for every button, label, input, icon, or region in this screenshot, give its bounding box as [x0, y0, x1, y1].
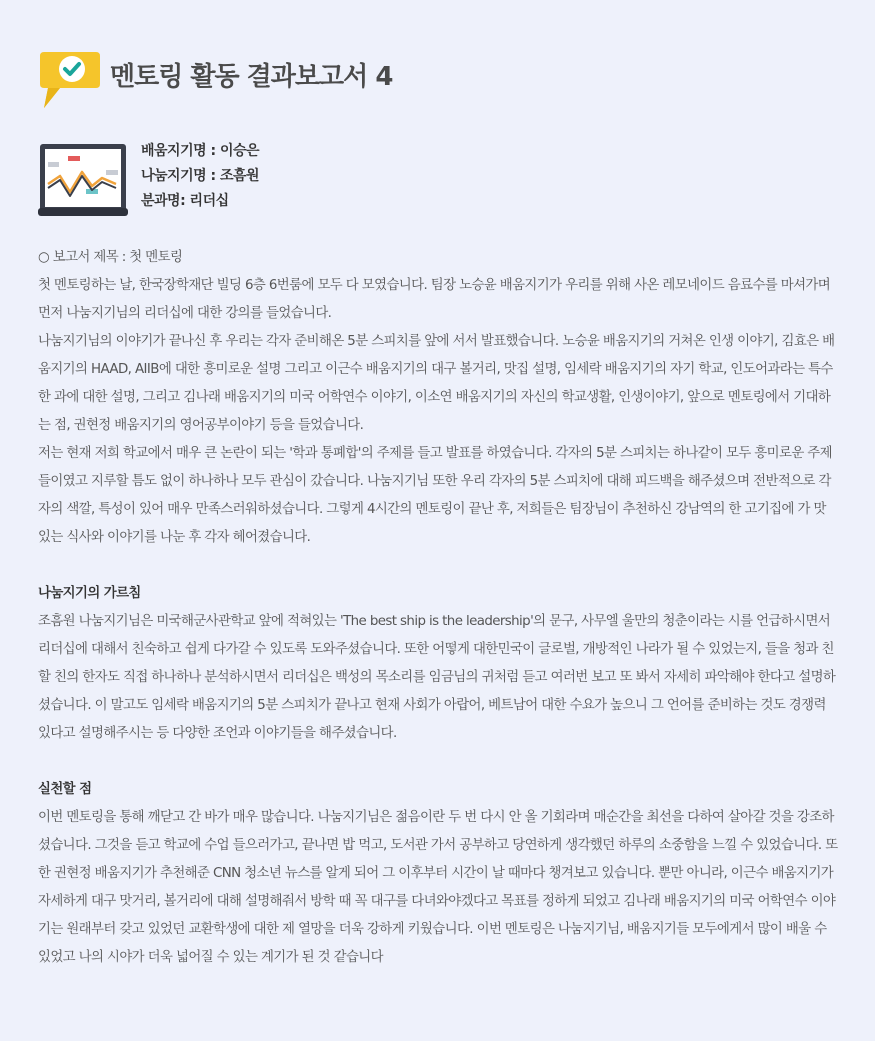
activity-paragraph-1: 첫 멘토링하는 날, 한국장학재단 빌딩 6층 6번룸에 모두 다 모였습니다. 팀장 노승윤 배움지기가 우리를 위해 사온 레모네이드 음료수를 마셔가며 먼저 나눔지기님의 리더십에 대한 강의를 들었습니다. [38, 278, 831, 321]
teaching-section [38, 580, 838, 748]
report-body [38, 244, 838, 972]
mentor-name: 나눔지기명 : 조흠원 [141, 168, 260, 184]
report-header [38, 50, 838, 110]
activity-section [38, 272, 838, 552]
activity-paragraph-3: 저는 현재 저희 학교에서 매우 큰 논란이 되는 '학과 통폐합'의 주제를 들고 발표를 하였습니다. 각자의 5분 스피치는 하나같이 모두 흥미로운 주제들이였고 지루할 틈도 없이 하나하나 모두 관심이 갔습니다. 나눔지기님 또한 우리 각자의 5분 스피치에 대해 피드백을 해주셨으며 전반적으로 각자의 색깔, 특성이 있어 매우 만족스러워하셨습니다. 그렇게 4시간의 멘토링이 끝난 후, 저희들은 팀장님이 추천하신 강남역의 한 고기집에 가 맛있는 식사와 이야기를 나눈 후 각자 헤어졌습니다. [38, 446, 832, 545]
practice-text: 이번 멘토링을 통해 깨닫고 간 바가 매우 많습니다. 나눔지기님은 젊음이란 두 번 다시 안 올 기회라며 매순간을 최선을 다하여 살아갈 것을 강조하셨습니다. 그것을 듣고 학교에 수업 들으러가고, 끝나면 밥 먹고, 도서관 가서 공부하고 당연하게 생각했던 하루의 소중함을 느낄 수 있었습니다. 또한 권현정 배움지기가 추천해준 CNN 청소년 뉴스를 알게 되어 그 이후부터 시간이 날 때마다 챙겨보고 있습니다. 뿐만 아니라, 이근수 배움지기가 자세하게 대구 맛거리, 볼거리에 대해 설명해줘서 방학 때 꼭 대구를 다녀와야겠다고 목표를 정하게 되었고 김나래 배움지기의 미국 어학연수 이야기는 원래부터 갖고 있었던 교환학생에 대한 제 열망을 더욱 강하게 키웠습니다. 이번 멘토링은 나눔지기님, 배움지기들 모두에게서 많이 배울 수 있었고 나의 시야가 더욱 넓어질 수 있는 계기가 된 것 같습니다 [38, 810, 838, 965]
report-info [38, 142, 838, 217]
division-name: 분과명: 리더십 [141, 193, 229, 209]
teaching-text: 조흠원 나눔지기님은 미국해군사관학교 앞에 적혀있는 'The best ship is the leadership'의 문구, 사무엘 울만의 청춘이라는 시를 언급하시면서 리더십에 대해서 친숙하고 쉽게 다가갈 수 있도록 도와주셨습니다. 또한 어떻게 대한민국이 글로벌, 개방적인 나라가 될 수 있었는지, 들을 청과 친할 친의 한자도 직접 하나하나 분석하시면서 리더십은 백성의 목소리를 임금님의 귀처럼 듣고 여러번 보고 또 봐서 자세히 파악해야 한다고 설명하셨습니다. 이 말고도 임세락 배움지기의 5분 스피치가 끝나고 현재 사회가 아랍어, 베트남어 대한 수요가 높으니 그 언어를 준비하는 것도 경쟁력있다고 설명해주시는 등 다양한 조언과 이야기들을 해주셨습니다. [38, 614, 836, 741]
learner-name: 배움지기명 : 이승은 [141, 143, 260, 159]
practice-section [38, 776, 838, 972]
report-subject: ○ 보고서 제목 : 첫 멘토링 [38, 250, 183, 265]
info-lines [141, 142, 259, 217]
teaching-title: 나눔지기의 가르침 [38, 586, 141, 601]
practice-title: 실천할 점 [38, 782, 92, 797]
check-chat-icon [38, 50, 102, 110]
chart-board-icon [38, 142, 128, 217]
report-title: 멘토링 활동 결과보고서 4 [110, 62, 393, 92]
activity-paragraph-2: 나눔지기님의 이야기가 끝나신 후 우리는 각자 준비해온 5분 스피치를 앞에 서서 발표했습니다. 노승윤 배움지기의 거쳐온 인생 이야기, 김효은 배움지기의 HAAD, AIIB에 대한 흥미로운 설명 그리고 이근수 배움지기의 대구 볼거리, 맛집 설명, 임세락 배움지기의 자기 학교, 인도어과라는 특수한 과에 대한 설명, 그리고 김나래 배움지기의 미국 어학연수 이야기, 이소연 배움지기의 자신의 학교생활, 인생이야기, 앞으로 멘토링에서 기대하는 점, 권현정 배움지기의 영어공부이야기 등을 들었습니다. [38, 334, 835, 433]
